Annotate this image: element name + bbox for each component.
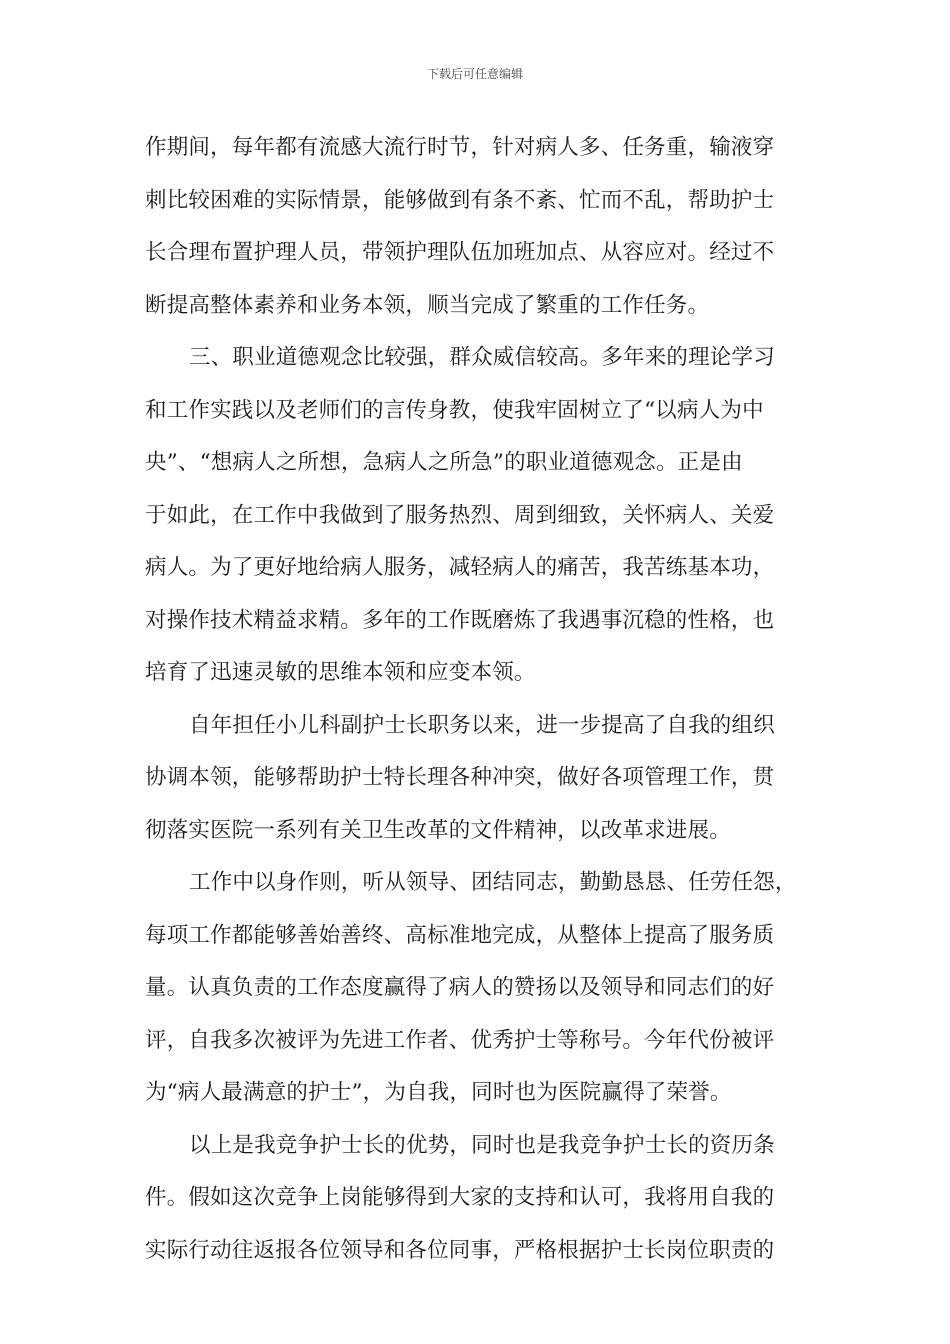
text-line: 对操作技术精益求精。多年的工作既磨炼了我遇事沉稳的性格，也: [145, 607, 775, 633]
text-line: 病人。为了更好地给病人服务，减轻病人的痛苦，我苦练基本功，: [145, 555, 775, 580]
text-line: 协调本领，能够帮助护士特长理各种冲突，做好各项管理工作，贯: [145, 765, 775, 790]
text-line: 于如此，在工作中我做到了服务热烈、周到细致，关怀病人、关爱: [145, 502, 775, 528]
text-line: 量。认真负责的工作态度赢得了病人的赞扬以及领导和同志们的好: [145, 975, 775, 1000]
paragraph-start-line: 三、职业道德观念比较强，群众威信较高。多年来的理论学习: [189, 345, 775, 370]
text-line: 和工作实践以及老师们的言传身教，使我牢固树立了“以病人为中: [145, 397, 764, 423]
text-line: 为“病人最满意的护士”，为自我，同时也为医院赢得了荣誉。: [145, 1080, 732, 1105]
text-line: 断提高整体素养和业务本领，顺当完成了繁重的工作任务。: [145, 292, 710, 318]
text-line: 长合理布置护理人员，带领护理队伍加班加点、从容应对。经过不: [145, 240, 775, 265]
paragraph-start-line: 以上是我竞争护士长的优势，同时也是我竞争护士长的资历条: [189, 1132, 775, 1158]
text-line: 刺比较困难的实际情景，能够做到有条不紊、忙而不乱，帮助护士: [145, 187, 775, 213]
text-line: 件。假如这次竞争上岗能够得到大家的支持和认可，我将用自我的: [145, 1185, 775, 1210]
text-line: 培育了迅速灵敏的思维本领和应变本领。: [145, 660, 536, 685]
text-line: 实际行动往返报各位领导和各位同事，严格根据护士长岗位职责的: [145, 1237, 775, 1263]
text-line: 每项工作都能够善始善终、高标准地完成，从整体上提高了服务质: [145, 922, 775, 948]
paragraph-start-line: 自年担任小儿科副护士长职务以来，进一步提高了自我的组织: [189, 712, 775, 738]
text-line: 评，自我多次被评为先进工作者、优秀护士等称号。今年代份被评: [145, 1027, 775, 1053]
paragraph-start-line: 工作中以身作则，听从领导、团结同志，勤勤恳恳、任劳任怨，: [189, 870, 797, 895]
text-line: 央”、“想病人之所想，急病人之所急”的职业道德观念。正是由: [145, 450, 743, 475]
text-line: 作期间，每年都有流感大流行时节，针对病人多、任务重，输液穿: [145, 135, 775, 160]
page-header: 下载后可任意编辑: [426, 67, 523, 81]
text-line: 彻落实医院一系列有关卫生改革的文件精神，以改革求进展。: [145, 817, 731, 843]
document-body: [145, 122, 805, 1277]
